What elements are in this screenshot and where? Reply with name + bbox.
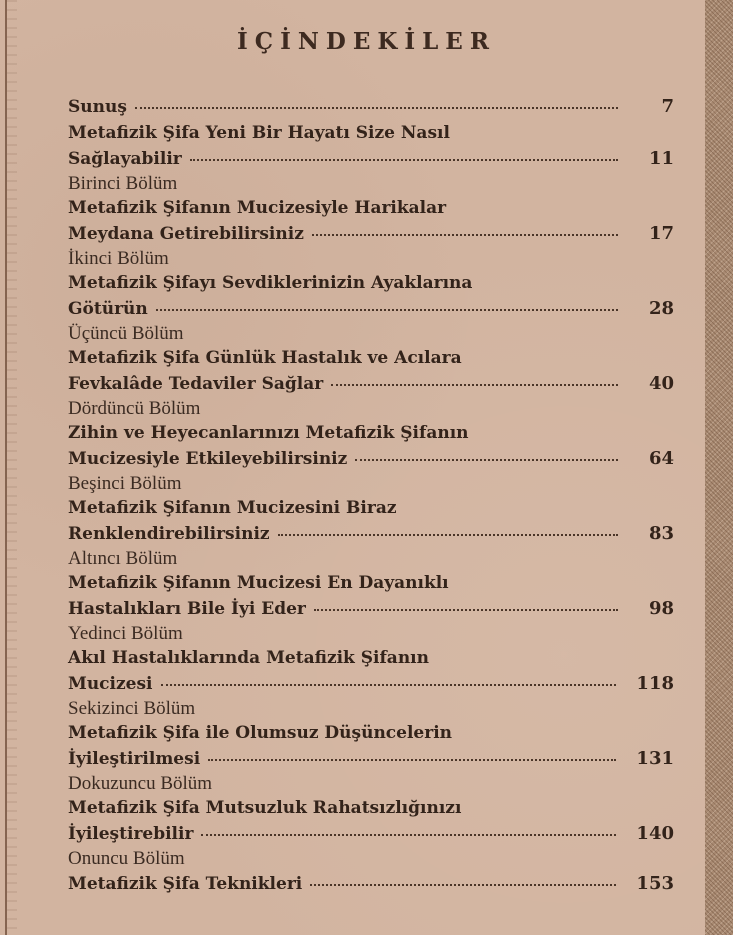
chapter-label: Sekizinci Bölüm [68, 698, 196, 719]
entry-title-line: Götürün [68, 299, 148, 319]
toc-entry-chapter-9 [68, 772, 674, 847]
toc-entry-chapter-4 [68, 397, 674, 472]
page-number: 140 [636, 823, 674, 844]
entry-title-line: Hastalıkları Bile İyi Eder [68, 599, 306, 619]
entry-title-line: Meydana Getirebilirsiniz [68, 224, 304, 244]
toc-entry-chapter-2 [68, 247, 674, 322]
dot-leader [331, 383, 618, 386]
toc-entry-chapter-6 [68, 547, 674, 622]
page-number: 64 [648, 448, 674, 469]
entry-title-line: Fevkalâde Tedaviler Sağlar [68, 374, 324, 394]
chapter-label: Birinci Bölüm [68, 173, 178, 194]
entry-title-line: Mucizesi [68, 674, 153, 694]
dot-leader [314, 608, 618, 611]
page-number: 118 [636, 673, 674, 694]
chapter-label: Dördüncü Bölüm [68, 398, 201, 419]
chapter-label: Yedinci Bölüm [68, 623, 183, 644]
chapter-label: Onuncu Bölüm [68, 848, 185, 869]
dot-leader [208, 758, 616, 761]
entry-title-line: Metafizik Şifanın Mucizesini Biraz [68, 498, 397, 518]
table-of-contents [68, 94, 674, 897]
entry-title-line: Metafizik Şifanın Mucizesiyle Harikalar [68, 198, 447, 218]
entry-title-line: İyileştirilmesi [68, 749, 201, 769]
toc-entry-chapter-8 [68, 697, 674, 772]
dot-leader [201, 833, 616, 836]
dot-leader [278, 533, 618, 536]
entry-title-line: Akıl Hastalıklarında Metafizik Şifanın [68, 648, 429, 668]
page-number: 11 [648, 148, 674, 169]
entry-title-line: Metafizik Şifayı Sevdiklerinizin Ayaklarına [68, 273, 473, 293]
dot-leader [135, 106, 618, 109]
dot-leader [312, 233, 618, 236]
entry-title-line: Metafizik Şifa Yeni Bir Hayatı Size Nasıl [68, 123, 450, 143]
page-left-edge-texture [7, 0, 17, 935]
chapter-label: Dokuzuncu Bölüm [68, 773, 213, 794]
toc-entry-chapter-1 [68, 172, 674, 247]
toc-entry-chapter-5 [68, 472, 674, 547]
entry-title-line: Metafizik Şifa Mutsuzluk Rahatsızlığınızı [68, 798, 462, 818]
entry-title-line: Metafizik Şifanın Mucizesi En Dayanıklı [68, 573, 449, 593]
entry-title-line: Sağlayabilir [68, 149, 182, 169]
page-number: 28 [648, 298, 674, 319]
dot-leader [161, 683, 617, 686]
toc-entry-sunus [68, 94, 674, 120]
page-number: 131 [636, 748, 674, 769]
entry-title-line: İyileştirebilir [68, 824, 194, 844]
page-number: 40 [648, 373, 674, 394]
page-number: 7 [661, 96, 674, 117]
entry-title-line: Metafizik Şifa Teknikleri [68, 874, 303, 894]
toc-entry-chapter-3 [68, 322, 674, 397]
toc-entry-chapter-10 [68, 847, 674, 897]
page-right-background-strip [705, 0, 733, 935]
entry-title-line: Mucizesiyle Etkileyebilirsiniz [68, 449, 348, 469]
entry-title-line: Metafizik Şifa Günlük Hastalık ve Acılara [68, 348, 462, 368]
chapter-label: Altıncı Bölüm [68, 548, 178, 569]
chapter-label: Üçüncü Bölüm [68, 323, 184, 344]
entry-title-line: Metafizik Şifa ile Olumsuz Düşüncelerin [68, 723, 453, 743]
chapter-label: İkinci Bölüm [68, 248, 169, 269]
entry-title-line: Zihin ve Heyecanlarınızı Metafizik Şifanın [68, 423, 469, 443]
dot-leader [310, 883, 616, 886]
entry-title-line: Renklendirebilirsiniz [68, 524, 270, 544]
toc-entry-chapter-7 [68, 622, 674, 697]
entry-title-line: Sunuş [68, 97, 127, 117]
page-title: İÇİNDEKİLER [237, 28, 496, 55]
page-number: 83 [648, 523, 674, 544]
page-number: 17 [648, 223, 674, 244]
dot-leader [355, 458, 618, 461]
chapter-label: Beşinci Bölüm [68, 473, 182, 494]
page-number: 153 [636, 873, 674, 894]
toc-entry-intro [68, 121, 674, 172]
page-number: 98 [648, 598, 674, 619]
dot-leader [156, 308, 618, 311]
dot-leader [190, 158, 618, 161]
